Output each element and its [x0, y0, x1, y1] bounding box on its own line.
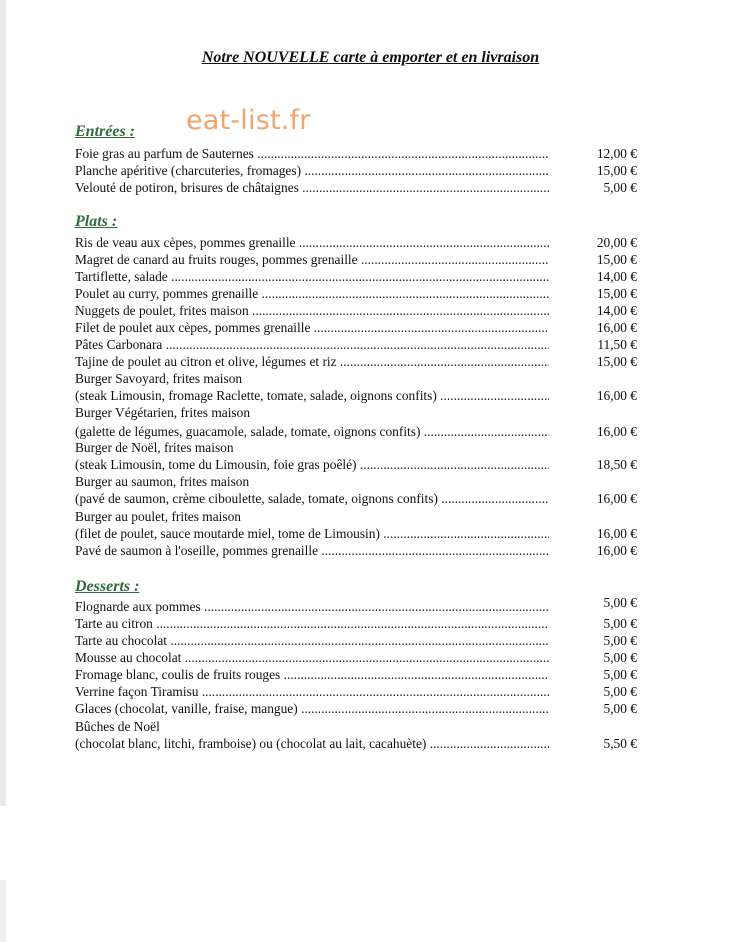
menu-item [75, 234, 637, 251]
menu-item [75, 162, 637, 179]
item-name: Tarte au citron ..... [75, 615, 549, 632]
menu-item [75, 268, 637, 285]
item-name: Planche apéritive (charcuteries, fromages) ..... [75, 162, 549, 179]
menu-item [75, 666, 637, 683]
section-heading-desserts: Desserts : [75, 578, 140, 595]
item-name: Pavé de saumon à l'oseille, pommes grenaille ..... [75, 542, 549, 559]
menu-item [75, 683, 637, 700]
item-name: Tartiflette, salade ..... [75, 268, 549, 285]
item-name: Bûches de Noël [75, 719, 160, 734]
item-price: 16,00 € [596, 424, 637, 439]
menu-item-title [75, 439, 637, 456]
menu-item [75, 302, 637, 319]
item-name: Tajine de poulet au citron et olive, légumes et riz ..... [75, 353, 549, 370]
item-detail: (chocolat blanc, litchi, framboise) ou (chocolat au lait, cacahuète) ..... [75, 735, 549, 752]
item-price: 15,00 € [596, 354, 637, 369]
menu-item [75, 336, 637, 353]
menu-item-title [75, 718, 637, 735]
item-name: Flognarde aux pommes ..... [75, 598, 549, 615]
item-price: 15,00 € [596, 163, 637, 178]
menu-item [75, 319, 637, 336]
menu-item [75, 145, 637, 162]
section-heading-plats: Plats : [75, 213, 118, 230]
item-name: Poulet au curry, pommes grenaille ..... [75, 285, 549, 302]
menu-item-title [75, 508, 637, 525]
item-name: Burger Végétarien, frites maison [75, 405, 251, 420]
item-detail: (steak Limousin, fromage Raclette, tomate, salade, oignons confits) ..... [75, 387, 549, 404]
item-price: 15,00 € [596, 286, 637, 301]
menu-item [75, 595, 637, 615]
item-name: Burger au poulet, frites maison [75, 509, 241, 524]
menu-item-title [75, 370, 637, 387]
menu-item [75, 251, 637, 268]
item-price: 15,00 € [596, 252, 637, 267]
item-price: 5,00 € [603, 616, 637, 631]
menu-item [75, 542, 637, 559]
item-name: Pâtes Carbonara ..... [75, 336, 549, 353]
page-edge-shadow [0, 0, 6, 806]
page-edge-shadow [0, 880, 6, 942]
menu-item [75, 353, 637, 370]
item-detail: (filet de poulet, sauce moutarde miel, tome de Limousin) ..... [75, 525, 549, 542]
item-name: Filet de poulet aux cèpes, pommes grenaille ..... [75, 319, 549, 336]
item-name: Verrine façon Tiramisu ..... [75, 683, 549, 700]
item-price: 18,50 € [596, 457, 637, 472]
menu-item-title [75, 473, 637, 490]
item-price: 5,00 € [603, 667, 637, 682]
watermark-logo: eat-list.fr [186, 105, 311, 136]
menu-item-detail [75, 387, 637, 404]
menu-item [75, 179, 637, 196]
item-price: 20,00 € [596, 235, 637, 250]
item-price: 11,50 € [597, 337, 637, 352]
menu-item [75, 285, 637, 302]
item-price: 5,00 € [603, 701, 637, 716]
menu-item-detail [75, 490, 637, 507]
item-name: Nuggets de poulet, frites maison ..... [75, 302, 549, 319]
item-price: 16,00 € [596, 543, 637, 558]
item-name: Mousse au chocolat ..... [75, 649, 549, 666]
item-price: 5,00 € [603, 633, 637, 648]
item-price: 5,00 € [603, 180, 637, 195]
item-price: 5,00 € [603, 650, 637, 665]
item-price: 5,00 € [603, 595, 637, 610]
item-name: Burger de Noël, frites maison [75, 440, 234, 455]
item-price: 5,00 € [603, 684, 637, 699]
item-detail: (galette de légumes, guacamole, salade, tomate, oignons confits) ..... [75, 423, 549, 440]
menu-item-title [75, 404, 637, 421]
menu-item [75, 615, 637, 632]
item-price: 5,50 € [603, 736, 637, 751]
menu-item [75, 700, 637, 717]
item-price: 16,00 € [596, 491, 637, 506]
item-name: Burger au saumon, frites maison [75, 474, 250, 489]
menu-item-detail [75, 456, 637, 473]
item-detail: (steak Limousin, tome du Limousin, foie gras poêlé) ..... [75, 456, 549, 473]
item-name: Tarte au chocolat ..... [75, 632, 549, 649]
item-price: 16,00 € [596, 526, 637, 541]
item-name: Glaces (chocolat, vanille, fraise, mangue) ..... [75, 700, 549, 717]
item-name: Ris de veau aux cèpes, pommes grenaille ..... [75, 234, 549, 251]
item-price: 14,00 € [596, 269, 637, 284]
menu-item-detail [75, 735, 637, 752]
item-name: Burger Savoyard, frites maison [75, 371, 243, 386]
menu-item-detail [75, 525, 637, 542]
item-detail: (pavé de saumon, crème ciboulette, salade, tomate, oignons confits) ..... [75, 490, 549, 507]
item-name: Fromage blanc, coulis de fruits rouges ..... [75, 666, 549, 683]
item-price: 14,00 € [596, 303, 637, 318]
item-price: 16,00 € [596, 320, 637, 335]
section-heading-entrees: Entrées : [75, 123, 135, 140]
item-name: Foie gras au parfum de Sauternes ..... [75, 145, 549, 162]
menu-item [75, 632, 637, 649]
item-name: Velouté de potiron, brisures de châtaignes ..... [75, 179, 549, 196]
menu-item-detail [75, 423, 637, 440]
menu-item [75, 649, 637, 666]
item-price: 16,00 € [596, 388, 637, 403]
item-name: Magret de canard au fruits rouges, pommes grenaille ..... [75, 251, 549, 268]
menu-title: Notre NOUVELLE carte à emporter et en livraison [201, 49, 540, 66]
item-price: 12,00 € [596, 146, 637, 161]
